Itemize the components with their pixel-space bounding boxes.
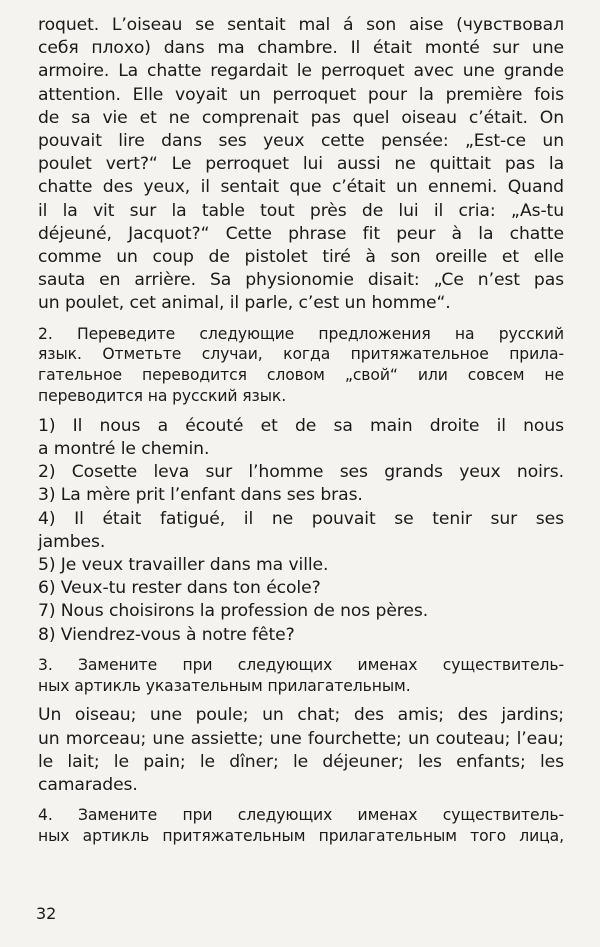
passage <box>38 14 564 316</box>
exercise-item: 6) Veux-tu rester dans ton école? <box>38 578 321 599</box>
instruction-line: гательное переводится словом „свой“ или совсем не <box>38 366 564 385</box>
word-line: Un oiseau; une poule; un chat; des amis; des jardins; <box>38 705 564 726</box>
passage-line: poulet vert?“ Le perroquet lui aussi ne quittait pas la <box>38 154 564 175</box>
exercise-item: 5) Je veux travailler dans ma ville. <box>38 555 329 576</box>
exercise-item: 8) Viendrez-vous à notre fête? <box>38 624 295 645</box>
exercise-item: 1) Il nous a écouté et de sa main droite il nous <box>38 415 564 436</box>
exercise-item: 7) Nous choisirons la profession de nos pères. <box>38 601 429 622</box>
instruction-line: переводится на русский язык. <box>38 387 287 406</box>
word-line: camarades. <box>38 775 138 796</box>
instruction-line: ных артикль притяжательным прилагательным того лица, <box>38 827 564 846</box>
instruction-line: 3. Замените при следующих именах существитель- <box>38 655 564 674</box>
passage-line: себя плохо) dans ma chambre. Il était monté sur une <box>38 38 564 59</box>
exercise-item: 4) Il était fatigué, il ne pouvait se tenir sur ses <box>38 508 564 529</box>
passage-line: pouvait lire dans ses yeux cette pensée: „Est-ce un <box>38 131 564 152</box>
passage-line: un poulet, cet animal, il parle, c’est un homme“. <box>38 293 451 314</box>
exercise-item: 3) La mère prit l’enfant dans ses bras. <box>38 485 363 506</box>
exercise-item: jambes. <box>38 531 106 552</box>
passage-line: roquet. L’oiseau se sentait mal á son aise (чувствовал <box>38 15 564 35</box>
instruction-line: ных артикль указательным прилагательным. <box>38 676 411 695</box>
page-number: 32 <box>36 904 57 923</box>
passage-line: de sa vie et ne comprenait pas quel oiseau c’était. On <box>38 107 564 128</box>
passage-line: déjeuné, Jacquot?“ Cette phrase fit peur à la chatte <box>38 223 564 244</box>
instruction-line: 4. Замените при следующих именах существитель- <box>38 806 564 825</box>
word-line: le lait; le pain; le dîner; le déjeuner; les enfants; les <box>38 751 564 772</box>
passage-line: sauta en arrière. Sa physionomie disait: „Ce n’est pas <box>38 270 564 291</box>
passage-line: armoire. La chatte regardait le perroquet avec une grande <box>38 61 564 82</box>
exercise-item: a montré le chemin. <box>38 439 210 460</box>
passage-line: attention. Elle voyait un perroquet pour la première fois <box>38 84 564 105</box>
exercise-4-instruction <box>38 805 564 847</box>
exercise-item: 2) Cosette leva sur l’homme ses grands yeux noirs. <box>38 462 564 483</box>
passage-line: chatte des yeux, il sentait que c’était un ennemi. Quand <box>38 177 564 198</box>
instruction-line: 2. Переведите следующие предложения на русский <box>38 324 564 343</box>
exercise-2-instruction <box>38 324 564 407</box>
word-line: un morceau; une assiette; une fourchette; un couteau; l’eau; <box>38 728 564 749</box>
passage-line: il la vit sur la table tout près de lui il cria: „As-tu <box>38 200 564 221</box>
exercise-3-instruction <box>38 655 564 697</box>
exercise-3-words <box>38 704 564 797</box>
instruction-line: язык. Отметьте случаи, когда притяжательное прила- <box>38 345 564 364</box>
passage-line: comme un coup de pistolet tiré à son oreille et elle <box>38 247 564 268</box>
exercise-2-items <box>38 415 564 647</box>
